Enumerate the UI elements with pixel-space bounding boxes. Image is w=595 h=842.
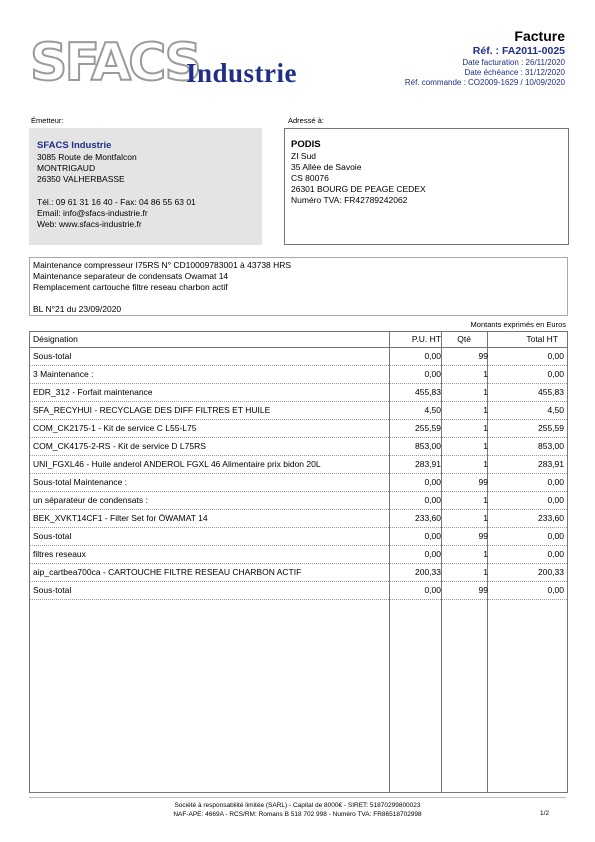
- currency-note: Montants exprimés en Euros: [470, 320, 566, 329]
- table-row: [30, 491, 567, 510]
- invoice-title: Facture: [514, 28, 565, 44]
- footer-divider: [29, 797, 566, 798]
- cell-total: 0,00: [547, 549, 564, 559]
- footer: [0, 801, 595, 819]
- table-row: [30, 401, 567, 420]
- cell-designation: aip_cartbea700ca - CARTOUCHE FILTRE RESEAU CHARBON ACTIF: [33, 567, 302, 577]
- destinataire-line: 26301 BOURG DE PEAGE CEDEX: [291, 184, 426, 194]
- cell-pu: 0,00: [424, 549, 441, 559]
- cell-qte: 1: [483, 549, 488, 559]
- destinataire-box: [284, 128, 569, 245]
- cell-qte: 99: [478, 351, 488, 361]
- cell-total: 455,83: [538, 387, 564, 397]
- cell-qte: 99: [478, 477, 488, 487]
- cell-designation: 3 Maintenance :: [33, 369, 94, 379]
- logo-industrie-text: Industrie: [186, 58, 298, 88]
- invoice-ref: Réf. : FA2011-0025: [472, 45, 565, 57]
- table-row: [30, 545, 567, 564]
- cell-total: 0,00: [547, 369, 564, 379]
- cell-pu: 853,00: [415, 441, 441, 451]
- invoice-description: [29, 257, 568, 316]
- cell-designation: filtres reseaux: [33, 549, 86, 559]
- footer-line1: Société à responsabilité limitée (SARL) - Capital de 8000€ - SIRET: 51870299800023: [174, 802, 421, 809]
- cell-total: 4,50: [547, 405, 564, 415]
- destinataire-label: Adressé à:: [288, 116, 324, 125]
- date-facturation: Date facturation : 26/11/2020: [462, 58, 565, 67]
- table-row: [30, 581, 567, 600]
- cell-qte: 1: [483, 405, 488, 415]
- cell-total: 0,00: [547, 585, 564, 595]
- items-table: [29, 331, 568, 793]
- emetteur-line: MONTRIGAUD: [37, 163, 96, 173]
- ref-commande: Réf. commande : CO2009-1629 / 10/09/2020: [404, 78, 565, 87]
- cell-designation: un séparateur de condensats :: [33, 495, 148, 505]
- table-row: [30, 455, 567, 474]
- page-number: 1/2: [539, 810, 549, 817]
- table-row: [30, 419, 567, 438]
- table-row: [30, 509, 567, 528]
- emetteur-line: 3085 Route de Montfalcon: [37, 152, 137, 162]
- cell-total: 0,00: [547, 477, 564, 487]
- company-logo: [30, 33, 320, 93]
- destinataire-line: CS 80076: [291, 173, 329, 183]
- cell-designation: Sous-total Maintenance :: [33, 477, 128, 487]
- footer-line2: NAF-APE: 4669A - RCS/RM: Romans B 518 702 998 - Numéro TVA: FR86518702998: [173, 811, 422, 818]
- cell-qte: 1: [483, 387, 488, 397]
- cell-pu: 455,83: [415, 387, 441, 397]
- emetteur-label: Émetteur:: [31, 116, 64, 125]
- cell-designation: Sous-total: [33, 531, 72, 541]
- cell-designation: EDR_312 - Forfait maintenance: [33, 387, 153, 397]
- description-line: Maintenance compresseur I75RS N° CD10009783001 à 43738 HRS: [33, 260, 292, 270]
- cell-qte: 1: [483, 495, 488, 505]
- description-bl: BL N°21 du 23/09/2020: [33, 304, 122, 314]
- cell-pu: 0,00: [424, 351, 441, 361]
- cell-designation: Sous-total: [33, 585, 72, 595]
- cell-designation: COM_CK4175-2-RS - Kit de service D L75RS: [33, 441, 206, 451]
- cell-qte: 1: [483, 567, 488, 577]
- cell-pu: 0,00: [424, 531, 441, 541]
- logo-sfacs-text: SFACS: [30, 33, 199, 93]
- cell-qte: 1: [483, 369, 488, 379]
- cell-qte: 1: [483, 423, 488, 433]
- cell-total: 0,00: [547, 531, 564, 541]
- cell-designation: Sous-total: [33, 351, 72, 361]
- cell-total: 255,59: [538, 423, 564, 433]
- destinataire-line: ZI Sud: [291, 151, 317, 161]
- invoice-header: [405, 28, 565, 88]
- cell-designation: UNI_FGXL46 - Huile anderol ANDEROL FGXL 46 Alimentaire prix bidon 20L: [33, 459, 321, 469]
- cell-designation: SFA_RECYHUI - RECYCLAGE DES DIFF FILTRES ET HUILE: [33, 405, 271, 415]
- header-qte: Qté: [457, 334, 471, 344]
- table-row: [30, 473, 567, 492]
- cell-qte: 99: [478, 531, 488, 541]
- table-row: [30, 365, 567, 384]
- date-echeance: Date échéance : 31/12/2020: [464, 68, 565, 77]
- cell-total: 283,91: [538, 459, 564, 469]
- cell-pu: 4,50: [424, 405, 441, 415]
- cell-pu: 0,00: [424, 585, 441, 595]
- table-row: [30, 527, 567, 546]
- cell-pu: 0,00: [424, 369, 441, 379]
- cell-qte: 1: [483, 513, 488, 523]
- table-row: [30, 437, 567, 456]
- cell-pu: 283,91: [415, 459, 441, 469]
- description-line: Maintenance separateur de condensats Owamat 14: [33, 271, 229, 281]
- emetteur-email: Email: info@sfacs-industrie.fr: [37, 208, 148, 218]
- cell-qte: 1: [483, 459, 488, 469]
- cell-total: 0,00: [547, 351, 564, 361]
- emetteur-tel: Tél.: 09 61 31 16 40 - Fax: 04 86 55 63 01: [37, 197, 196, 207]
- emetteur-line: 26350 VALHERBASSE: [37, 174, 125, 184]
- description-line: [33, 293, 291, 304]
- cell-pu: 0,00: [424, 495, 441, 505]
- table-row: [30, 563, 567, 582]
- cell-pu: 255,59: [415, 423, 441, 433]
- cell-total: 853,00: [538, 441, 564, 451]
- table-row: [30, 383, 567, 402]
- destinataire-name: PODIS: [291, 139, 321, 150]
- header-pu: P.U. HT: [411, 334, 441, 344]
- emetteur-web: Web: www.sfacs-industrie.fr: [37, 219, 142, 229]
- emetteur-box: [29, 128, 262, 245]
- destinataire-line: 35 Allée de Savoie: [291, 162, 362, 172]
- cell-pu: 0,00: [424, 477, 441, 487]
- description-line: Remplacement cartouche filtre reseau charbon actif: [33, 282, 228, 292]
- cell-pu: 200,33: [415, 567, 441, 577]
- cell-qte: 1: [483, 441, 488, 451]
- emetteur-name: SFACS Industrie: [37, 140, 112, 151]
- header-designation: Désignation: [33, 334, 78, 344]
- header-total: Total HT: [526, 334, 558, 344]
- table-row: [30, 347, 567, 366]
- table-header: [30, 332, 567, 348]
- cell-designation: BEK_XVKT14CF1 - Filter Set for ÖWAMAT 14: [33, 513, 208, 523]
- cell-total: 200,33: [538, 567, 564, 577]
- destinataire-vat: Numéro TVA: FR42789242062: [291, 195, 408, 205]
- cell-designation: COM_CK2175-1 - Kit de service C L55-L75: [33, 423, 197, 433]
- cell-total: 0,00: [547, 495, 564, 505]
- cell-total: 233,60: [538, 513, 564, 523]
- cell-qte: 99: [478, 585, 488, 595]
- cell-pu: 233,60: [415, 513, 441, 523]
